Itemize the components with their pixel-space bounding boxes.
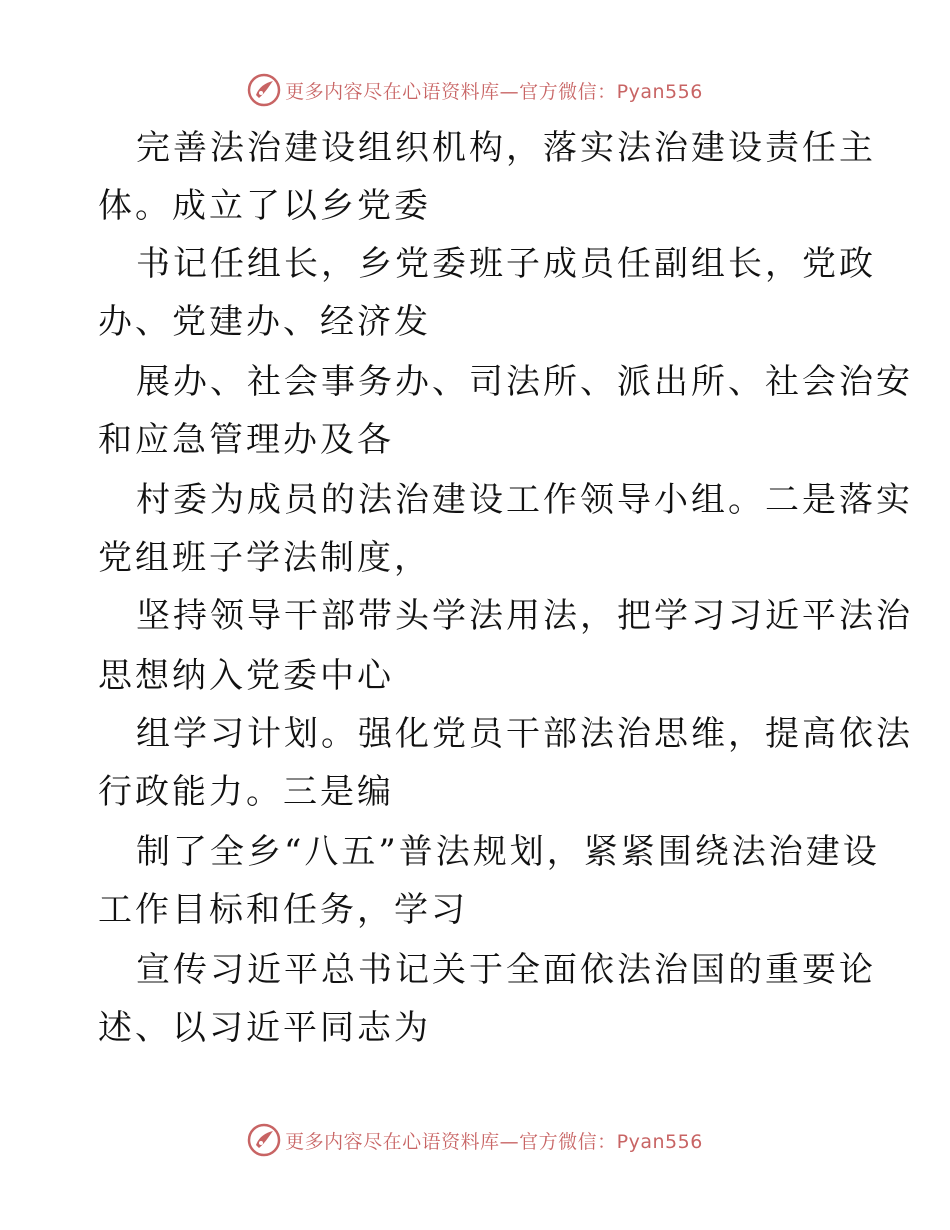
paragraph-line: 制了全乡“八五”普法规划，紧紧围绕法治建设 (136, 832, 880, 872)
paragraph-line: 工作目标和任务，学习 (98, 890, 468, 930)
footer-banner (0, 1120, 950, 1160)
paragraph-line: 展办、社会事务办、司法所、派出所、社会治安 (136, 362, 913, 402)
paragraph-line: 坚持领导干部带头学法用法，把学习习近平法治 (136, 596, 913, 636)
paragraph-line: 体。成立了以乡党委 (98, 186, 431, 226)
paragraph-line: 宣传习近平总书记关于全面依法治国的重要论 (136, 950, 876, 990)
paragraph-line: 组学习计划。强化党员干部法治思维，提高依法 (136, 714, 913, 754)
paragraph-line: 完善法治建设组织机构，落实法治建设责任主 (136, 128, 876, 168)
pen-nib-logo-icon (247, 1123, 281, 1157)
paragraph-line: 思想纳入党委中心 (98, 656, 394, 696)
paragraph-line: 党组班子学法制度， (98, 538, 431, 578)
paragraph-line: 和应急管理办及各 (98, 420, 394, 460)
paragraph-line: 书记任组长，乡党委班子成员任副组长，党政 (136, 244, 876, 284)
paragraph-line: 办、党建办、经济发 (98, 302, 431, 342)
paragraph-line: 村委为成员的法治建设工作领导小组。二是落实 (136, 480, 913, 520)
header-banner-text: 更多内容尽在心语资料库—官方微信：Pyan556 (285, 80, 703, 103)
paragraph-line: 行政能力。三是编 (98, 772, 394, 812)
footer-banner-text: 更多内容尽在心语资料库—官方微信：Pyan556 (285, 1130, 703, 1153)
paragraph-line: 述、以习近平同志为 (98, 1008, 431, 1048)
